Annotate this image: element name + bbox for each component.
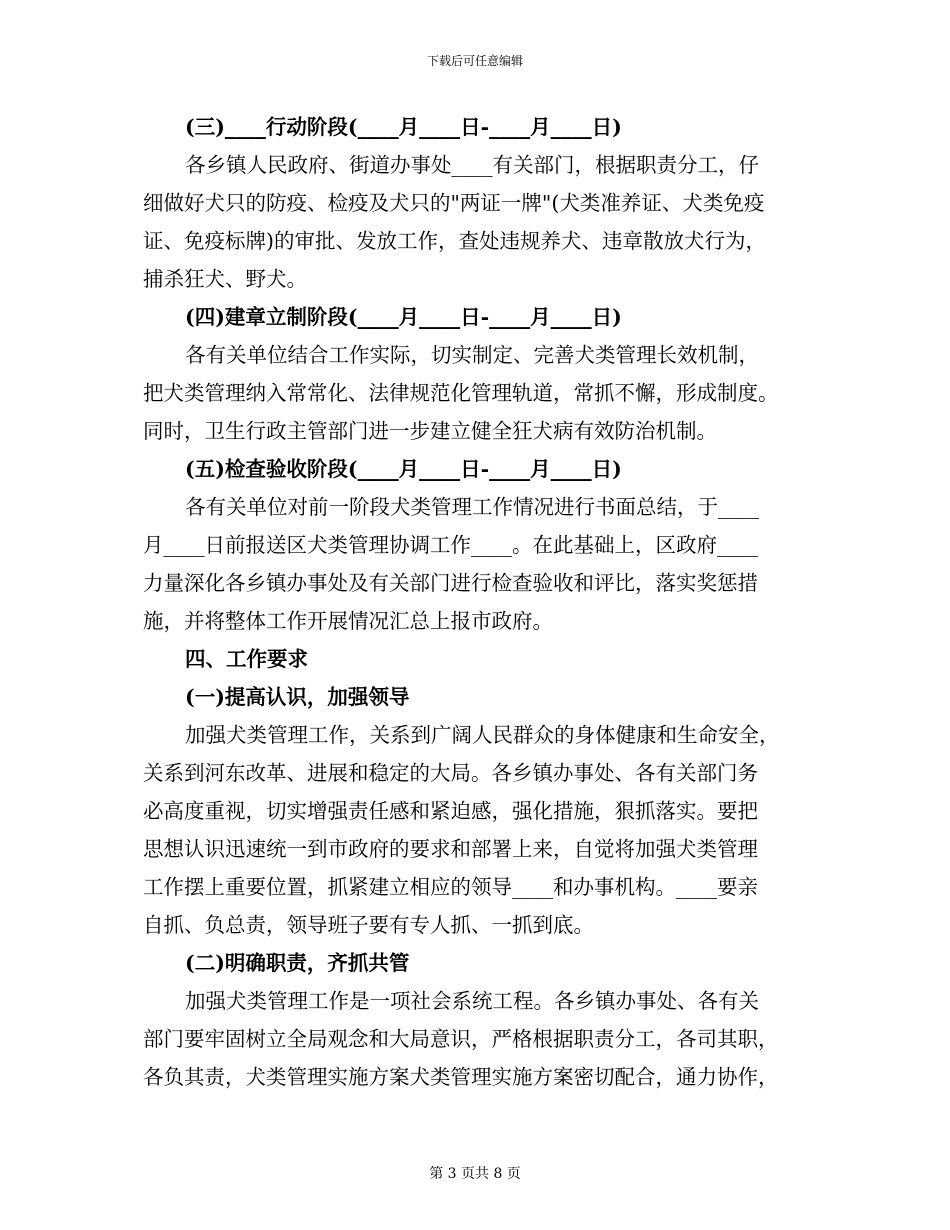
section-heading: (三)____行动阶段(____月____日-____月____日)	[185, 115, 622, 139]
paragraph-line: 施，并将整体工作开展情况汇总上报市政府。	[143, 609, 553, 633]
paragraph-line: 力量深化各乡镇办事处及有关部门进行检查验收和评比，落实奖惩措	[143, 571, 758, 595]
paragraph-line: 工作摆上重要位置，抓紧建立相应的领导____和办事机构。____要亲	[143, 875, 758, 899]
section-heading: (二)明确职责，齐抓共管	[185, 951, 410, 975]
paragraph-line: 部门要牢固树立全局观念和大局意识，严格根据职责分工，各司其职，	[143, 1027, 779, 1051]
paragraph-line: 月____日前报送区犬类管理协调工作____。在此基础上，区政府____	[143, 533, 758, 557]
section-heading: (一)提高认识，加强领导	[185, 685, 410, 709]
document-body	[143, 108, 808, 1096]
paragraph-line: 关系到河东改革、进展和稳定的大局。各乡镇办事处、各有关部门务	[143, 761, 758, 785]
paragraph-line: 捕杀狂犬、野犬。	[143, 267, 307, 291]
paragraph-line: 自抓、负总责，领导班子要有专人抓、一抓到底。	[143, 913, 594, 937]
section-heading: 四、工作要求	[185, 647, 308, 671]
paragraph-line: 各有关单位结合工作实际，切实制定、完善犬类管理长效机制，	[185, 343, 759, 367]
paragraph-line: 细做好犬只的防疫、检疫及犬只的"两证一牌"(犬类准养证、犬类免疫	[143, 191, 765, 215]
paragraph-line: 同时，卫生行政主管部门进一步建立健全狂犬病有效防治机制。	[143, 419, 717, 443]
paragraph-line: 必高度重视，切实增强责任感和紧迫感，强化措施，狠抓落实。要把	[143, 799, 758, 823]
section-heading: (五)检查验收阶段(____月____日-____月____日)	[185, 457, 622, 481]
paragraph-line: 加强犬类管理工作，关系到广阔人民群众的身体健康和生命安全，	[185, 723, 780, 747]
page-header: 下载后可任意编辑	[426, 54, 523, 68]
paragraph-line: 证、免疫标牌)的审批、发放工作，查处违规养犬、违章散放犬行为，	[143, 229, 766, 253]
paragraph-line: 思想认识迅速统一到市政府的要求和部署上来，自觉将加强犬类管理	[143, 837, 758, 861]
paragraph-line: 各乡镇人民政府、街道办事处____有关部门，根据职责分工，仔	[185, 153, 759, 177]
section-heading: (四)建章立制阶段(____月____日-____月____日)	[185, 305, 622, 329]
paragraph-line: 把犬类管理纳入常常化、法律规范化管理轨道，常抓不懈，形成制度。	[143, 381, 779, 405]
paragraph-line: 各负其责，犬类管理实施方案犬类管理实施方案密切配合，通力协作，	[143, 1065, 779, 1089]
paragraph-line: 各有关单位对前一阶段犬类管理工作情况进行书面总结，于____	[185, 495, 759, 519]
page-footer: 第 3 页共 8 页	[429, 1166, 521, 1182]
paragraph-line: 加强犬类管理工作是一项社会系统工程。各乡镇办事处、各有关	[185, 989, 759, 1013]
